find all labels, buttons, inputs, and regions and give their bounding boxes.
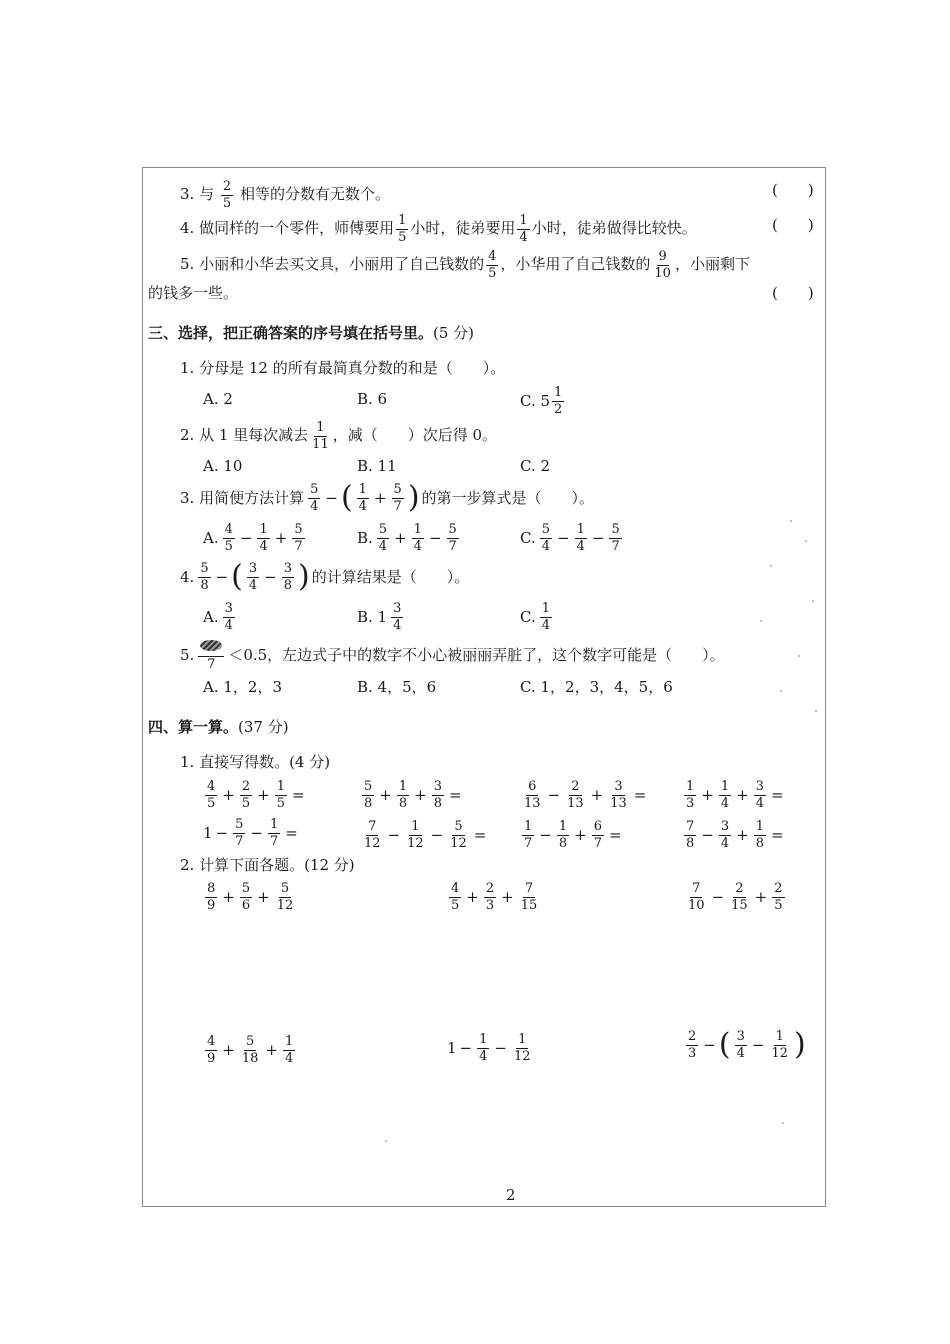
page-number: 2: [506, 1186, 516, 1204]
calc-problem-1: $\frac{8}{9}$ + $\frac{5}{6}$ + $\frac{5}{12}$: [207, 881, 294, 913]
option-b[interactable]: B. $\frac{5}{4}$ + $\frac{1}{4}$ − $\frac{5}{7}$: [357, 522, 457, 554]
mental-calc-2: $\frac{5}{8}$ + $\frac{1}{8}$ + $\frac{3}{8}$ =: [364, 779, 462, 811]
choice-q5: 5. 7 ＜0.5，左边式子中的数字不小心被丽丽弄脏了，这个数字可能是（ ）。: [180, 640, 725, 671]
mental-calc-6: $\frac{7}{12}$ − $\frac{1}{12}$ − $\frac{5}{12}$ =: [364, 819, 487, 851]
option-c[interactable]: C. 1，2，3，4，5，6: [520, 678, 673, 696]
calc-problem-6: $\frac{2}{3}$ − ( $\frac{3}{4}$ − $\frac{1}{12}$ ): [688, 1027, 806, 1063]
judge-q5-line2: 的钱多一些。: [148, 284, 239, 302]
choice-q4: 4. $\frac{5}{8}$ − ( $\frac{3}{4}$ − $\frac{3}{8}$ ) 的计算结果是（ ）。: [180, 559, 470, 595]
judge-q4: 4. 做同样的一个零件，师傅要用 $\frac{1}{5}$ 小时，徒弟要用 $\frac{1}{4}$ 小时，徒弟做得比较快。: [180, 213, 697, 245]
fraction: $\frac{4}{5}$: [488, 249, 497, 281]
choice-q1: 1. 分母是 12 的所有最简真分数的和是（ ）。: [180, 359, 506, 377]
fraction: $\frac{1}{5}$: [398, 213, 407, 245]
option-a[interactable]: A. 1，2，3: [203, 678, 282, 696]
option-c[interactable]: C. 5 $\frac{1}{2}$: [520, 385, 563, 417]
section4-heading: 四、算一算。(37 分): [148, 718, 289, 736]
option-a[interactable]: A. 10: [203, 457, 243, 475]
mental-calc-8: $\frac{7}{8}$ − $\frac{3}{4}$ + $\frac{1}{8}$ =: [686, 819, 784, 851]
option-c[interactable]: C. 2: [520, 457, 551, 475]
calc-problem-4: $\frac{4}{9}$ + $\frac{5}{18}$ + $\frac{1}{4}$: [207, 1034, 294, 1066]
answer-bracket[interactable]: ( ): [772, 181, 814, 199]
fraction: $\frac{1}{4}$: [519, 213, 528, 245]
option-b[interactable]: B. 1 $\frac{3}{4}$: [357, 601, 402, 633]
mental-calc-4: $\frac{1}{3}$ + $\frac{1}{4}$ + $\frac{3}{4}$ =: [686, 779, 784, 811]
fraction: $\frac{2}{5}$: [222, 179, 232, 211]
calc-problem-3: $\frac{7}{10}$ − $\frac{2}{15}$ + $\frac{2}{5}$: [688, 881, 783, 913]
answer-bracket[interactable]: ( ): [772, 216, 814, 234]
section3-heading: 三、选择，把正确答案的序号填在括号里。(5 分): [148, 324, 475, 342]
sub1-heading: 1. 直接写得数。(4 分): [180, 753, 331, 771]
choice-q2: 2. 从 1 里每次减去 $\frac{1}{11}$ ，减（ ）次后得 0。: [180, 420, 498, 452]
judge-q5: 5. 小丽和小华去买文具，小丽用了自己钱数的 $\frac{4}{5}$ ，小华用了自己钱数的 $\frac{9}{10}$ ，小丽剩下: [180, 249, 750, 281]
answer-bracket[interactable]: ( ): [772, 284, 814, 302]
calc-problem-5: 1 − $\frac{1}{4}$ − $\frac{1}{12}$: [447, 1032, 531, 1064]
option-a[interactable]: A. $\frac{3}{4}$: [203, 601, 233, 633]
smudged-digit: [200, 640, 222, 651]
mental-calc-5: 1 − $\frac{5}{7}$ − $\frac{1}{7}$ =: [203, 817, 298, 849]
mental-calc-3: $\frac{6}{13}$ − $\frac{2}{13}$ + $\frac{3}{13}$ =: [524, 779, 647, 811]
judge-q3: 3. 与 $\frac{2}{5}$ 相等的分数有无数个。: [180, 179, 390, 211]
option-c[interactable]: C. $\frac{1}{4}$: [520, 601, 550, 633]
option-b[interactable]: B. 6: [357, 390, 388, 408]
option-a[interactable]: A. 2: [203, 390, 233, 408]
fraction: $\frac{9}{10}$: [654, 249, 671, 281]
calc-problem-2: $\frac{4}{5}$ + $\frac{2}{3}$ + $\frac{7}{15}$: [451, 881, 538, 913]
mental-calc-1: $\frac{4}{5}$ + $\frac{2}{5}$ + $\frac{1}{5}$ =: [207, 779, 305, 811]
option-a[interactable]: A. $\frac{4}{5}$ − $\frac{1}{4}$ + $\frac{5}{7}$: [203, 522, 303, 554]
option-b[interactable]: B. 11: [357, 457, 397, 475]
mental-calc-7: $\frac{1}{7}$ − $\frac{1}{8}$ + $\frac{6}{7}$ =: [524, 819, 622, 851]
option-b[interactable]: B. 4，5，6: [357, 678, 437, 696]
choice-q3: 3. 用简便方法计算 $\frac{5}{4}$ − ( $\frac{1}{4}$ + $\frac{5}{7}$ ) 的第一步算式是（ ）。: [180, 480, 595, 516]
sub2-heading: 2. 计算下面各题。(12 分): [180, 856, 355, 874]
option-c[interactable]: C. $\frac{5}{4}$ − $\frac{1}{4}$ − $\frac{5}{7}$: [520, 522, 620, 554]
